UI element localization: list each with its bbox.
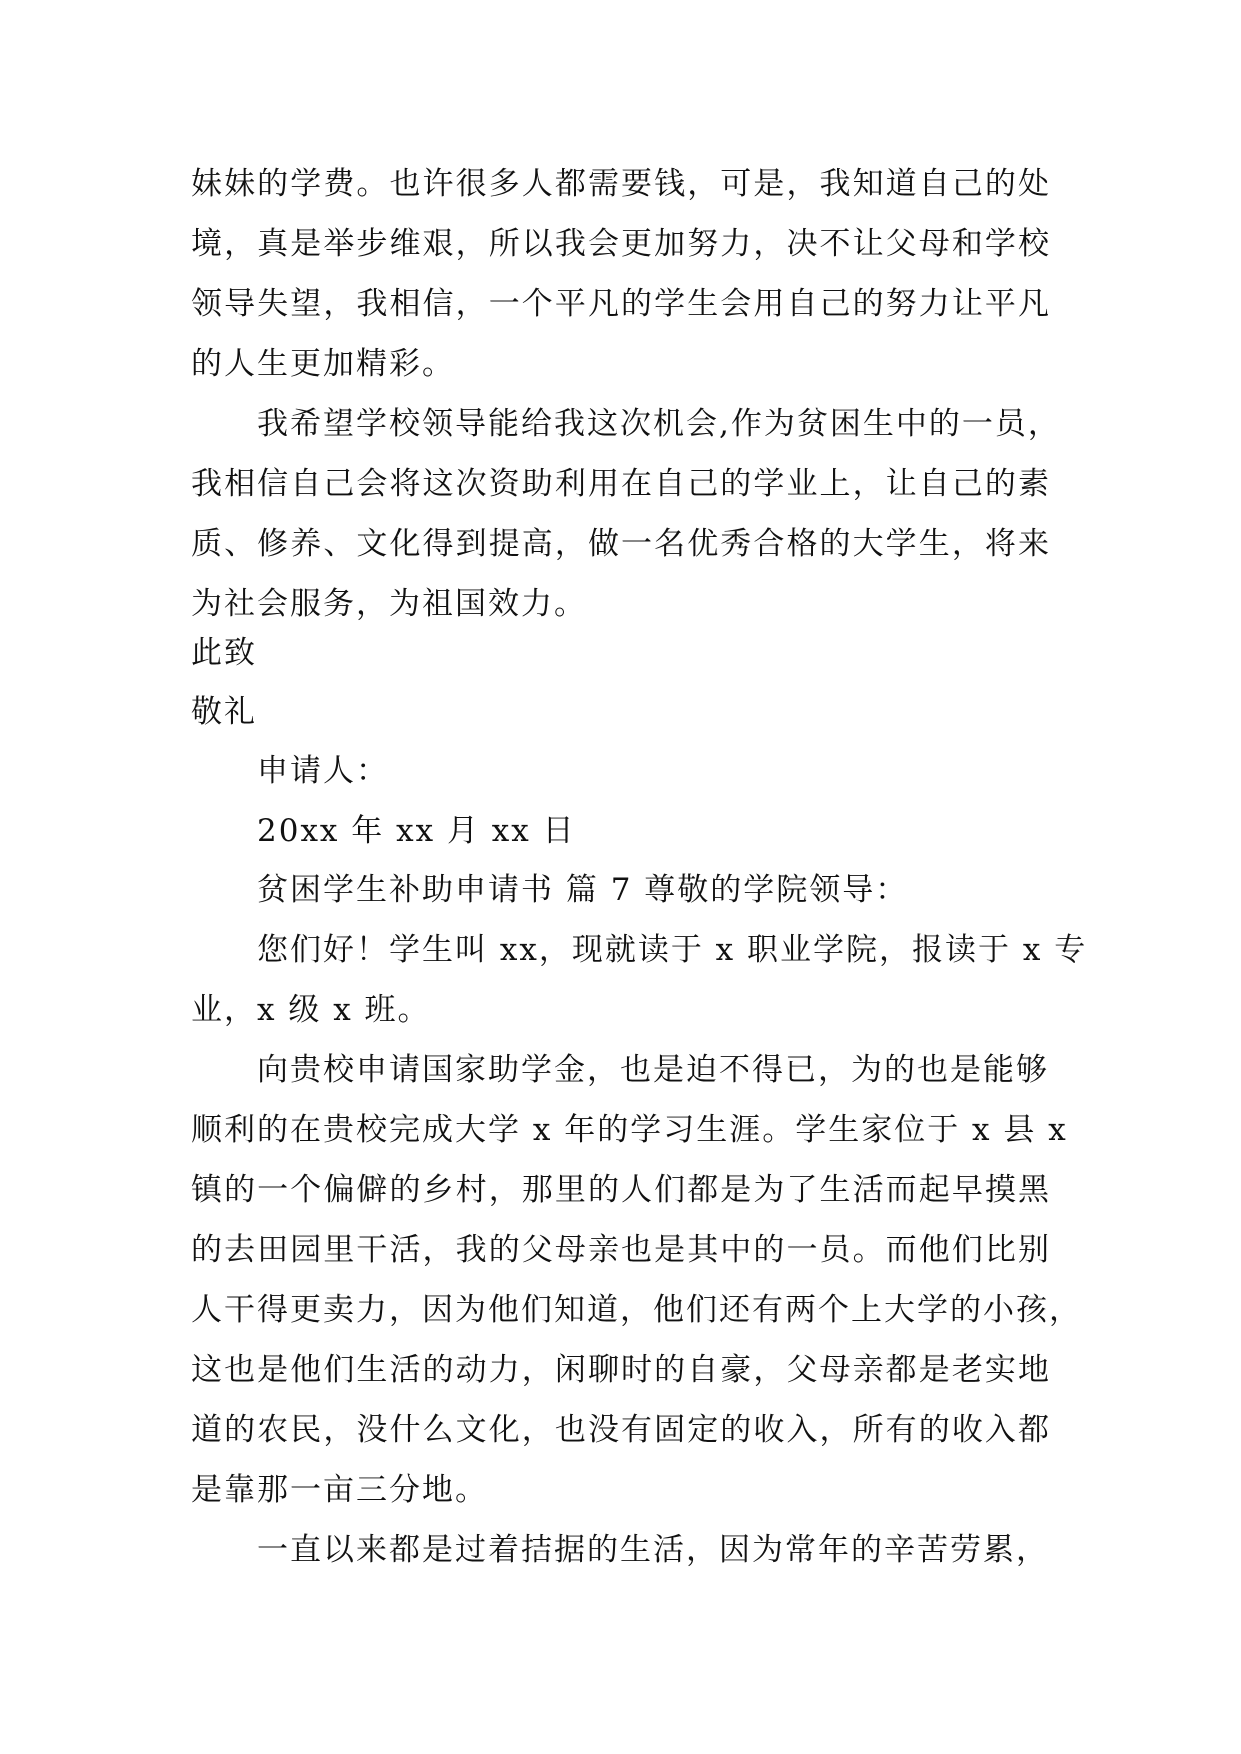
closing-salutation: 此致 (191, 635, 257, 671)
closing-regards: 敬礼 (191, 694, 257, 730)
text-line: 是靠那一亩三分地。 (191, 1472, 488, 1508)
text-line: 境，真是举步维艰，所以我会更加努力，决不让父母和学校 (191, 226, 1051, 262)
text-line: 顺利的在贵校完成大学 x 年的学习生涯。学生家位于 x 县 x (191, 1112, 1068, 1148)
text-line: 的人生更加精彩。 (191, 346, 455, 382)
paragraph-first-line: 一直以来都是过着拮据的生活，因为常年的辛苦劳累， (257, 1532, 1049, 1568)
text-line: 我相信自己会将这次资助利用在自己的学业上，让自己的素 (191, 466, 1051, 502)
text-line: 的去田园里干活，我的父母亲也是其中的一员。而他们比别 (191, 1232, 1051, 1268)
applicant-label: 申请人： (257, 753, 389, 789)
text-line: 镇的一个偏僻的乡村，那里的人们都是为了生活而起早摸黑 (191, 1172, 1051, 1208)
text-line: 人干得更卖力，因为他们知道，他们还有两个上大学的小孩， (191, 1292, 1082, 1328)
text-line: 业，x 级 x 班。 (191, 992, 431, 1028)
text-line: 质、修养、文化得到提高，做一名优秀合格的大学生，将来 (191, 526, 1051, 562)
section-heading: 贫困学生补助申请书 篇 7 尊敬的学院领导： (257, 872, 909, 908)
text-line: 这也是他们生活的动力，闲聊时的自豪，父母亲都是老实地 (191, 1352, 1051, 1388)
date-line: 20xx 年 xx 月 xx 日 (257, 813, 576, 849)
paragraph-first-line: 向贵校申请国家助学金，也是迫不得已，为的也是能够 (257, 1052, 1049, 1088)
text-line: 为社会服务，为祖国效力。 (191, 586, 587, 622)
text-line: 妹妹的学费。也许很多人都需要钱，可是，我知道自己的处 (191, 166, 1051, 202)
text-line: 道的农民，没什么文化，也没有固定的收入，所有的收入都 (191, 1412, 1051, 1448)
paragraph-first-line: 您们好！学生叫 xx，现就读于 x 职业学院，报读于 x 专 (257, 932, 1088, 968)
paragraph-first-line: 我希望学校领导能给我这次机会,作为贫困生中的一员， (257, 406, 1061, 442)
text-line: 领导失望，我相信，一个平凡的学生会用自己的努力让平凡 (191, 286, 1051, 322)
